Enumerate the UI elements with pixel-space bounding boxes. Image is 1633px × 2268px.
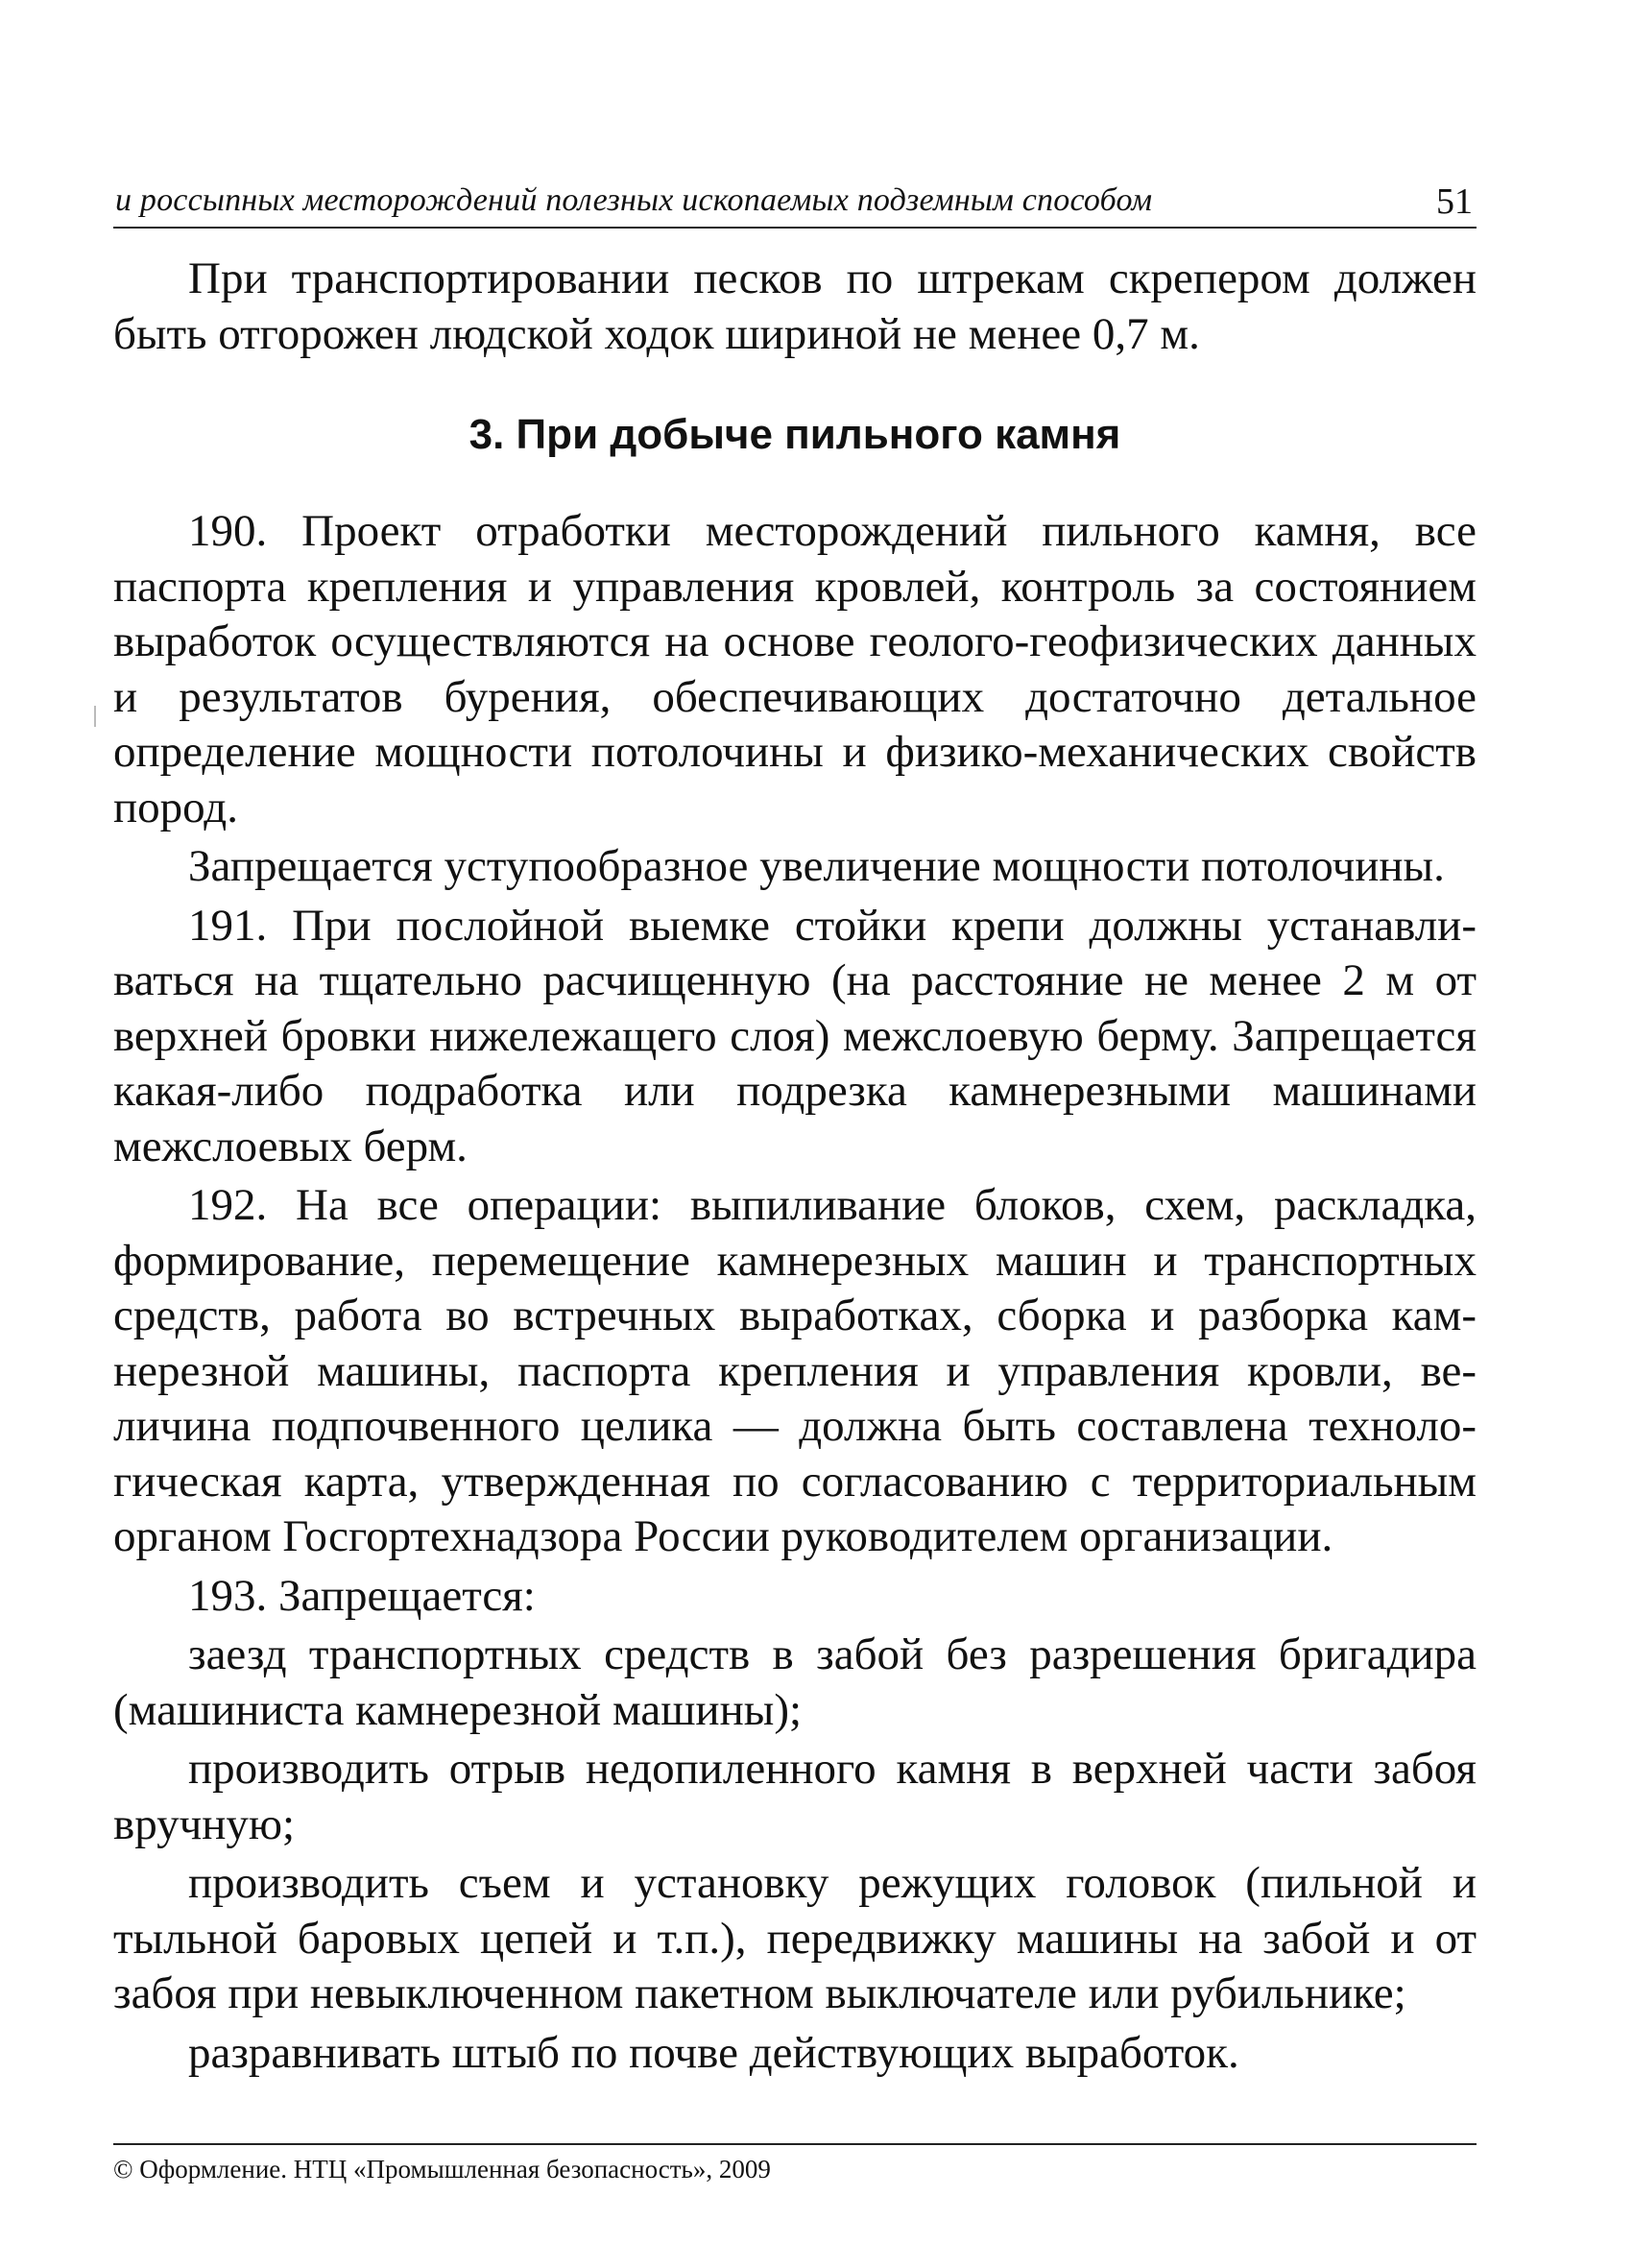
paragraph-191: 191. При послойной выемке стойки крепи должны устанавливаться на тщательно расчищенную (на расстояние не менее 2 м от верхней бровки нижележащего слоя) межслоевую берму. Запрещается какая-либо подработка или подрезка камнерезными машинами межслоевых берм. — [113, 900, 1477, 1171]
paragraph-190-prohibition: Запрещается уступообразное увеличение мощности потолочины. — [188, 841, 1445, 891]
margin-mark — [94, 706, 96, 727]
intro-paragraph: При транспортировании песков по штрекам скрепером должен быть отгорожен людской ходок шириной не менее 0,7 м. — [113, 253, 1477, 359]
footer — [113, 2143, 1477, 2184]
paragraph-193: 193. Запрещается: — [188, 1570, 536, 1621]
paragraph-190: 190. Проект отработки месторождений пильного камня, все паспорта крепления и управления кровлей, контроль за состоянием выработок осуществляются на основе геолого-геофизических данных и результатов бурения, обеспечивающих достаточно детальное определение мощности потолочины и физико-механических свойств пород. — [113, 506, 1477, 832]
paragraph-192: 192. На все операции: выпиливание блоков, схем, раскладка, формирование, перемещение камнерезных машин и транспортных средств, работа во встречных выработках, сборка и разборка камнерезной машины, паспорта крепления и управления кровли, величина подпочвенного целика — должна быть составлена технологическая карта, утвержденная по согласованию с территориальным органом Госгортехнадзора России руководителем организации. — [113, 1180, 1477, 1561]
prohibition-item-4: разравнивать штыб по почве действующих выработок. — [188, 2027, 1239, 2078]
prohibition-item-3: производить съем и установку режущих головок (пильной и тыльной баровых цепей и т.п.), передвижку машины на забой и от забоя при невыключенном пакетном выключателе или рубильнике; — [113, 1858, 1477, 2018]
footer-copyright: © Оформление. НТЦ «Промышленная безопасность», 2009 — [113, 2155, 771, 2184]
page-number: 51 — [1436, 181, 1473, 222]
section-title: 3. При добыче пильного камня — [468, 411, 1121, 458]
prohibition-item-2: производить отрыв недопиленного камня в верхней части забоя вручную; — [113, 1744, 1477, 1849]
body-text — [113, 252, 1477, 2085]
prohibition-item-1: заезд транспортных средств в забой без разрешения бригадира (машиниста камнерезной машины); — [113, 1629, 1477, 1735]
running-header — [113, 181, 1477, 229]
running-title: и россыпных месторождений полезных ископаемых подземным способом — [115, 182, 1153, 218]
